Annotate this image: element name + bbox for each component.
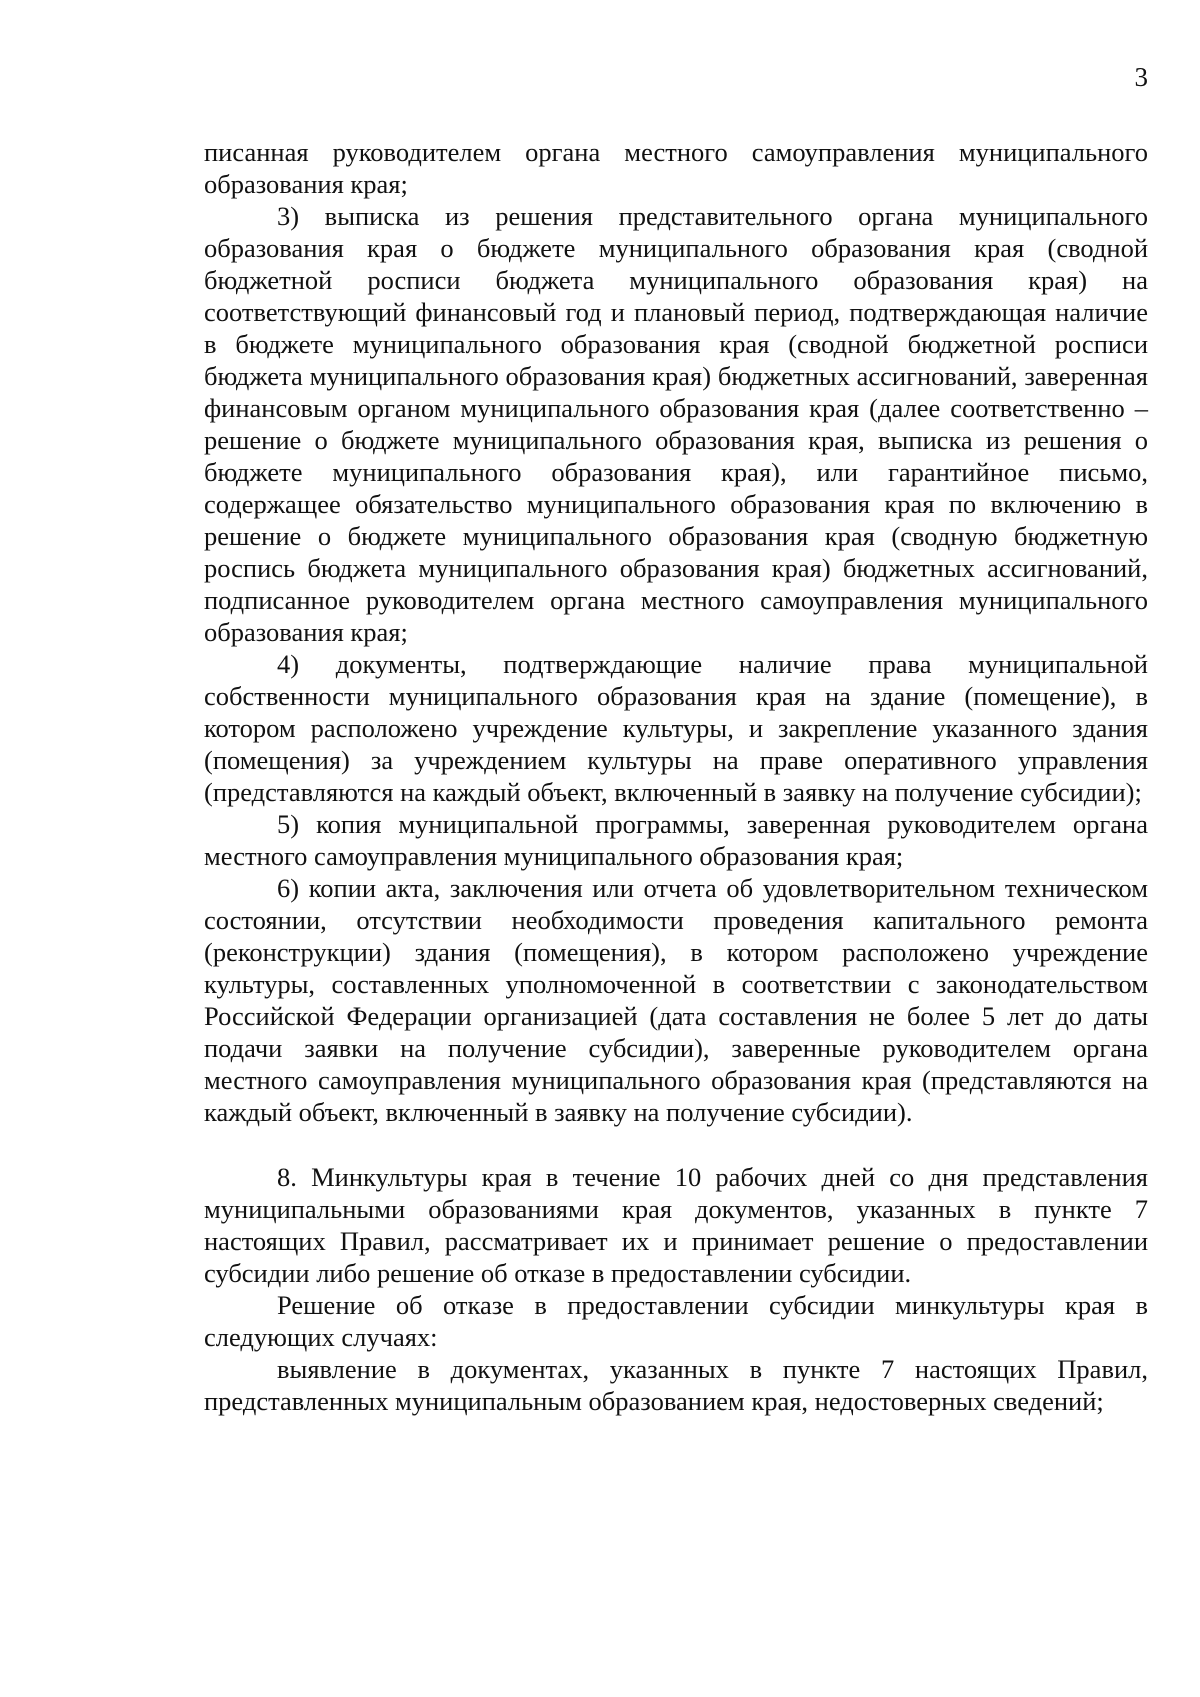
paragraph-item-4: 4) документы, подтверждающие наличие права муниципальной собственности муниципального образования края на здание (помещение), в котором расположено учреждение культуры, и закрепление указанного здания (помещения) за учреждением культуры на праве оперативного управления (представляются на каждый объект, включенный в заявку на получение субсидии); <box>204 649 1148 807</box>
paragraph-refusal-intro: Решение об отказе в предоставлении субсидии минкультуры края в следующих случаях: <box>204 1290 1148 1352</box>
paragraph-item-5: 5) копия муниципальной программы, заверенная руководителем органа местного самоуправления муниципального образования края; <box>204 809 1148 871</box>
paragraph-item-3: 3) выписка из решения представительного органа муниципального образования края о бюджете муниципального образования края (сводной бюджетной росписи бюджета муниципального образования края) на соответствующий финансовый год и плановый период, подтверждающая наличие в бюджете муниципального образования края (сводной бюджетной росписи бюджета муниципального образования края) бюджетных ассигнований, заверенная финансовым органом муниципального образования края (далее соответственно – решение о бюджете муниципального образования края, выписка из решения о бюджете муниципального образования края), или гарантийное письмо, содержащее обязательство муниципального образования края по включению в решение о бюджете муниципального образования края (сводную бюджетную роспись бюджета муниципального образования края) бюджетных ассигнований, подписанное руководителем органа местного самоуправления муниципального образования края; <box>204 201 1148 647</box>
paragraph-refusal-case-1: выявление в документах, указанных в пункте 7 настоящих Правил, представленных муниципальным образованием края, недостоверных сведений; <box>204 1354 1148 1416</box>
page-number: 3 <box>1134 62 1148 92</box>
paragraph-item-6: 6) копии акта, заключения или отчета об удовлетворительном техническом состоянии, отсутствии необходимости проведения капитального ремонта (реконструкции) здания (помещения), в котором расположено учреждение культуры, составленных уполномоченной в соответствии с законодательством Российской Федерации организацией (дата составления не более 5 лет до даты подачи заявки на получение субсидии), заверенные руководителем органа местного самоуправления муниципального образования края (представляются на каждый объект, включенный в заявку на получение субсидии). <box>204 873 1148 1127</box>
document-body <box>204 136 1148 1417</box>
paragraph-continuation: писанная руководителем органа местного самоуправления муниципального образования края; <box>204 137 1148 199</box>
paragraph-clause-8: 8. Минкультуры края в течение 10 рабочих дней со дня представления муниципальными образованиями края документов, указанных в пункте 7 настоящих Правил, рассматривает их и принимает решение о предоставлении субсидии либо решение об отказе в предоставлении субсидии. <box>204 1162 1148 1288</box>
